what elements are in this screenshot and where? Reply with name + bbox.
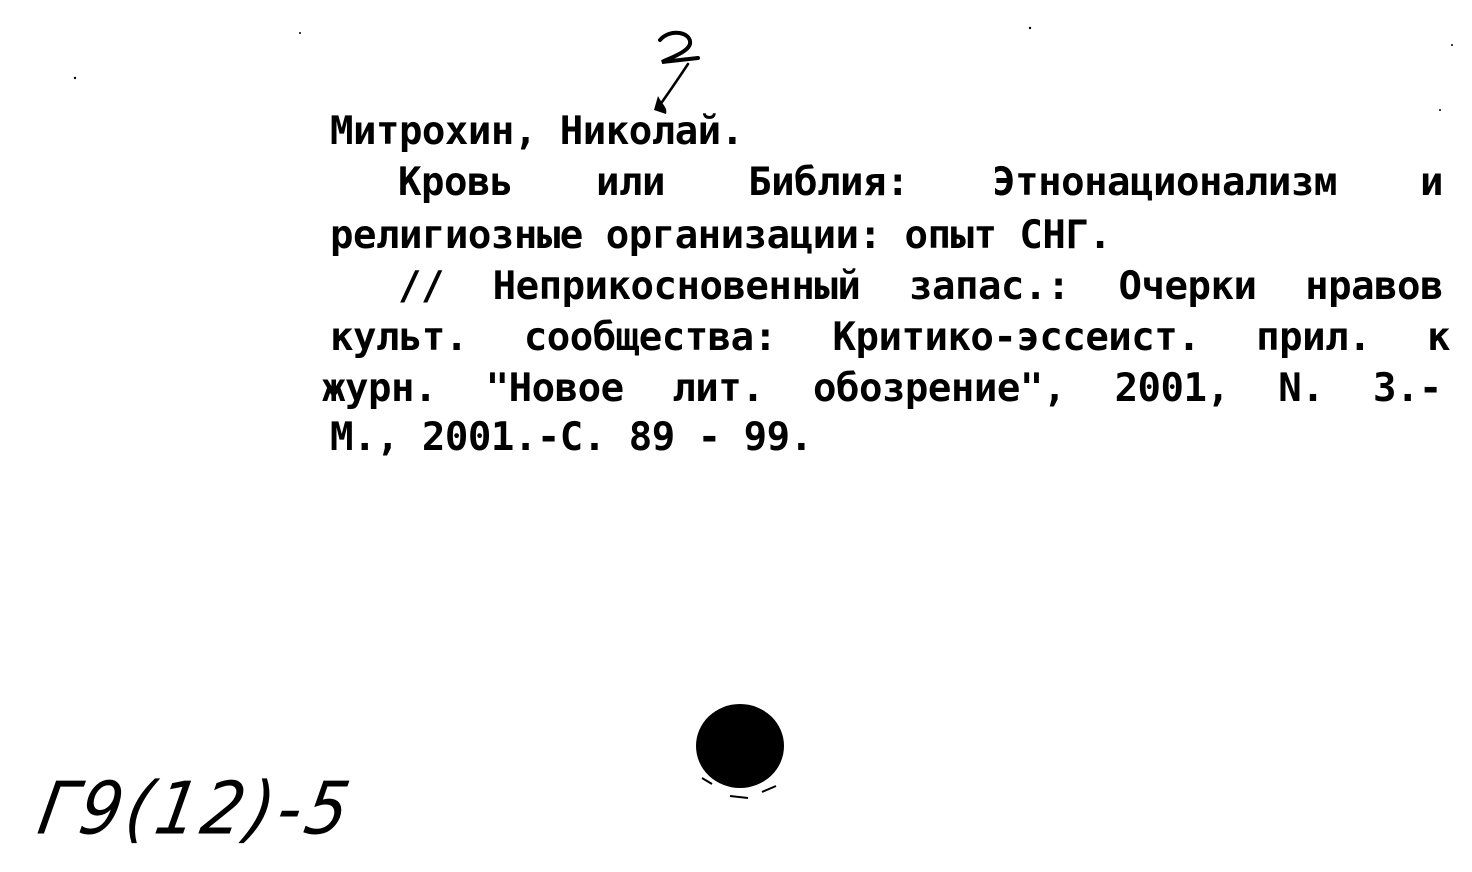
punch-hole — [696, 704, 784, 788]
title-line-2: религиозные организации: опыт СНГ. — [330, 213, 1112, 258]
source-line-2 — [330, 315, 1450, 360]
handwritten-number-mark — [640, 18, 710, 118]
title-word: Библия: — [748, 160, 910, 205]
source-word: культ. — [330, 315, 468, 360]
title-word: Этнонационализм — [992, 160, 1337, 205]
title-line-1 — [398, 160, 1443, 205]
source-word: 2001, — [1114, 366, 1230, 411]
source-word: N. — [1278, 366, 1325, 411]
source-word: Неприкосновенный — [492, 264, 861, 309]
author-line: Митрохин, Николай. — [330, 109, 744, 154]
title-word: и — [1420, 160, 1443, 205]
handwritten-shelfmark: Г9(12)-5 — [32, 766, 360, 851]
title-word: Кровь — [398, 160, 513, 205]
source-line-1 — [398, 264, 1443, 309]
source-word: "Новое — [485, 366, 624, 411]
source-line-4: М., 2001.-С. 89 - 99. — [330, 415, 813, 460]
source-word: обозрение", — [813, 366, 1066, 411]
source-line-3 — [322, 366, 1442, 411]
source-word: запас.: — [909, 264, 1070, 309]
source-word: сообщества: — [523, 315, 777, 360]
source-word: // — [398, 264, 444, 309]
source-word: журн. — [322, 366, 437, 411]
source-word: нравов — [1305, 264, 1443, 309]
source-word: Критико-эссеист. — [832, 315, 1201, 360]
source-word: прил. — [1256, 315, 1372, 360]
source-word: лит. — [672, 366, 765, 411]
source-word: 3.- — [1372, 366, 1442, 411]
title-word: или — [596, 160, 665, 205]
source-word: к — [1427, 315, 1450, 360]
source-word: Очерки — [1118, 264, 1257, 309]
